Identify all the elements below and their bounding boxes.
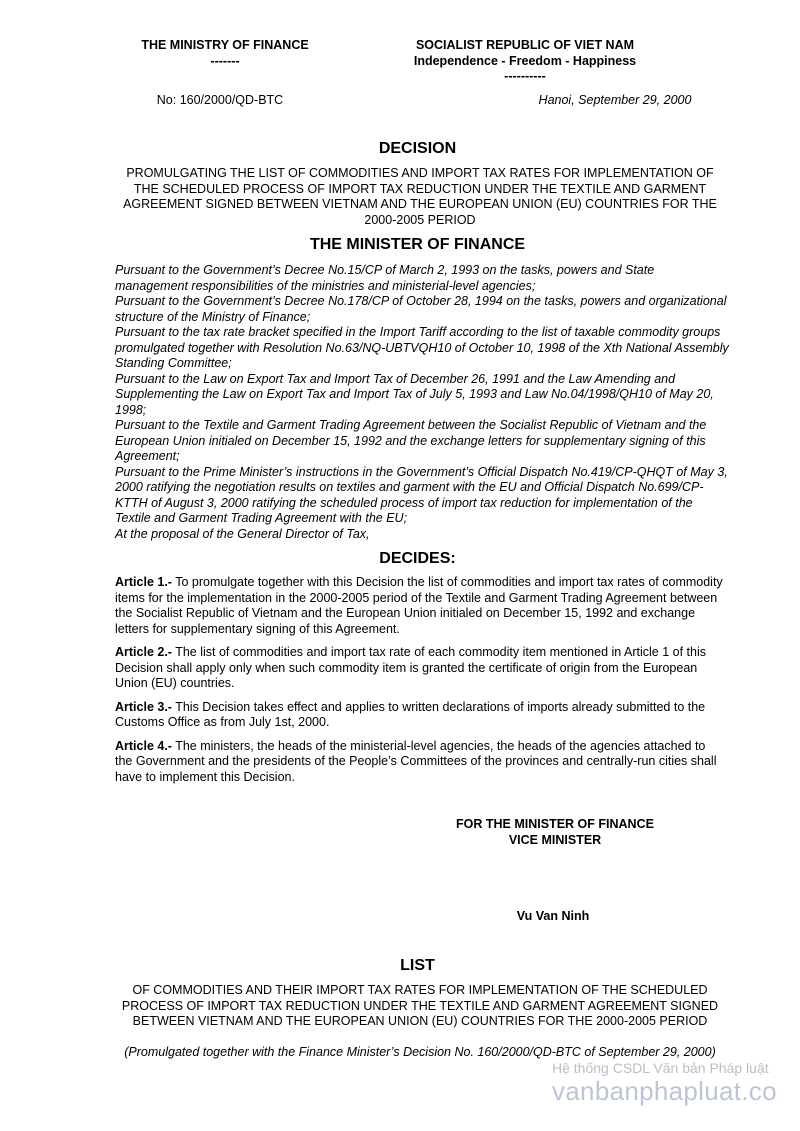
pursuant-clause: Pursuant to the Government’s Decree No.178/CP of October 28, 1994 on the tasks, powers and organizational structure of the Ministry of Finance; bbox=[115, 294, 727, 324]
list-title: LIST bbox=[400, 957, 435, 974]
decides-heading: DECIDES: bbox=[379, 550, 456, 567]
authority-title: THE MINISTER OF FINANCE bbox=[309, 236, 526, 253]
pursuant-clause: Pursuant to the Prime Minister’s instructions in the Government’s Official Dispatch No.419/CP-QHQT of May 3, 2000 ratifying the negotiation results on textiles and garment with the EU and Official Dispatch No.699/CP-KTTH of August 3, 2000 ratifying the scheduled process of import tax reduction for implementation of the Textile and Garment Trading Agreement with the EU; bbox=[115, 464, 728, 525]
signature-title: FOR THE MINISTER OF FINANCE bbox=[456, 817, 654, 831]
pursuant-clause: At the proposal of the General Director of Tax, bbox=[115, 526, 370, 541]
article-text: To promulgate together with this Decision the list of commodities and import tax rates of commodity items for the implementation in the 2000-2005 period of the Textile and Garment Trading Agreement between the Socialist Republic of Vietnam and the European Union initialed on December 15, 1992 and exchange letters for supplementary signing of this Agreement. bbox=[115, 575, 723, 636]
article-text: The list of commodities and import tax rate of each commodity item mentioned in Article 1 of this Decision shall apply only when such commodity item is granted the certificate of origin from the European Union (EU) countries. bbox=[115, 645, 707, 690]
republic-name: SOCIALIST REPUBLIC OF VIET NAM bbox=[415, 38, 635, 52]
place-date: Hanoi, September 29, 2000 bbox=[538, 93, 692, 107]
ministry-name: THE MINISTRY OF FINANCE bbox=[141, 38, 309, 52]
pursuant-clause: Pursuant to the Government’s Decree No.15/CP of March 2, 1993 on the tasks, powers and State management responsibilities of the ministries and ministerial-level agencies; bbox=[115, 263, 655, 293]
signature-position: VICE MINISTER bbox=[508, 832, 602, 847]
article-label: Article 3.- bbox=[115, 699, 172, 714]
article-label: Article 1.- bbox=[115, 575, 172, 589]
signature-block bbox=[430, 817, 680, 848]
article-2 bbox=[115, 645, 725, 692]
list-subtitle: OF COMMODITIES AND THEIR IMPORT TAX RATES FOR IMPLEMENTATION OF THE SCHEDULED PROCESS OF IMPORT TAX REDUCTION UNDER THE TEXTILE AND GARMENT AGREEMENT SIGNED BETWEEN VIETNAM AND THE EUROPEAN UNION (EU) COUNTRIES FOR THE 2000-2005 PERIOD bbox=[121, 983, 719, 1028]
article-4 bbox=[115, 739, 725, 786]
articles bbox=[115, 575, 725, 793]
article-text: The ministers, the heads of the ministerial-level agencies, the heads of the agencies attached to the Government and the presidents of the People’s Committees of the provinces and centrally-run cities shall have to implement this Decision. bbox=[115, 738, 717, 784]
article-label: Article 4.- bbox=[115, 738, 172, 753]
pursuant-clause: Pursuant to the Law on Export Tax and Import Tax of December 26, 1991 and the Law Amending and Supplementing the Law on Export Tax and Import Tax of July 5, 1993 and Law No.04/1998/QH10 of May 20, 1998; bbox=[115, 371, 714, 417]
motto-rule: ---------- bbox=[504, 69, 546, 83]
list-note: (Promulgated together with the Finance Minister’s Decision No. 160/2000/QD-BTC of September 29, 2000) bbox=[124, 1045, 716, 1059]
article-label: Article 2.- bbox=[115, 645, 172, 659]
republic-header bbox=[390, 38, 660, 85]
pursuant-clauses bbox=[115, 263, 730, 542]
article-3 bbox=[115, 700, 725, 731]
watermark-domain: vanbanphapluat.co bbox=[552, 1076, 777, 1106]
decision-title: DECISION bbox=[378, 140, 457, 157]
article-text: This Decision takes effect and applies to written declarations of imports already submitted to the Customs Office as from July 1st, 2000. bbox=[115, 699, 706, 729]
pursuant-clause: Pursuant to the Textile and Garment Trading Agreement between the Socialist Republic of Vietnam and the European Union initialed on December 15, 1992 and the exchange letters for supplementary signing of this Agreement; bbox=[115, 418, 707, 463]
ministry-rule: ------- bbox=[210, 53, 240, 68]
document-number: No: 160/2000/QD-BTC bbox=[156, 93, 284, 107]
signer-name: Vu Van Ninh bbox=[516, 909, 590, 923]
article-1 bbox=[115, 575, 725, 637]
decision-subtitle: PROMULGATING THE LIST OF COMMODITIES AND IMPORT TAX RATES FOR IMPLEMENTATION OF THE SCHEDULED PROCESS OF IMPORT TAX REDUCTION UNDER THE TEXTILE AND GARMENT AGREEMENT SIGNED BETWEEN VIETNAM AND THE EUROPEAN UNION (EU) COUNTRIES FOR THE 2000-2005 PERIOD bbox=[123, 166, 717, 227]
watermark-text: Hệ thống CSDL Văn bản Pháp luật bbox=[552, 1060, 769, 1076]
motto: Independence - Freedom - Happiness bbox=[413, 53, 637, 68]
pursuant-clause: Pursuant to the tax rate bracket specified in the Import Tariff according to the list of taxable commodity groups promulgated together with Resolution No.63/NQ-UBTVQH10 of October 10, 1998 of the Xth National Assembly Standing Committee; bbox=[115, 325, 729, 370]
ministry-header bbox=[115, 38, 335, 69]
